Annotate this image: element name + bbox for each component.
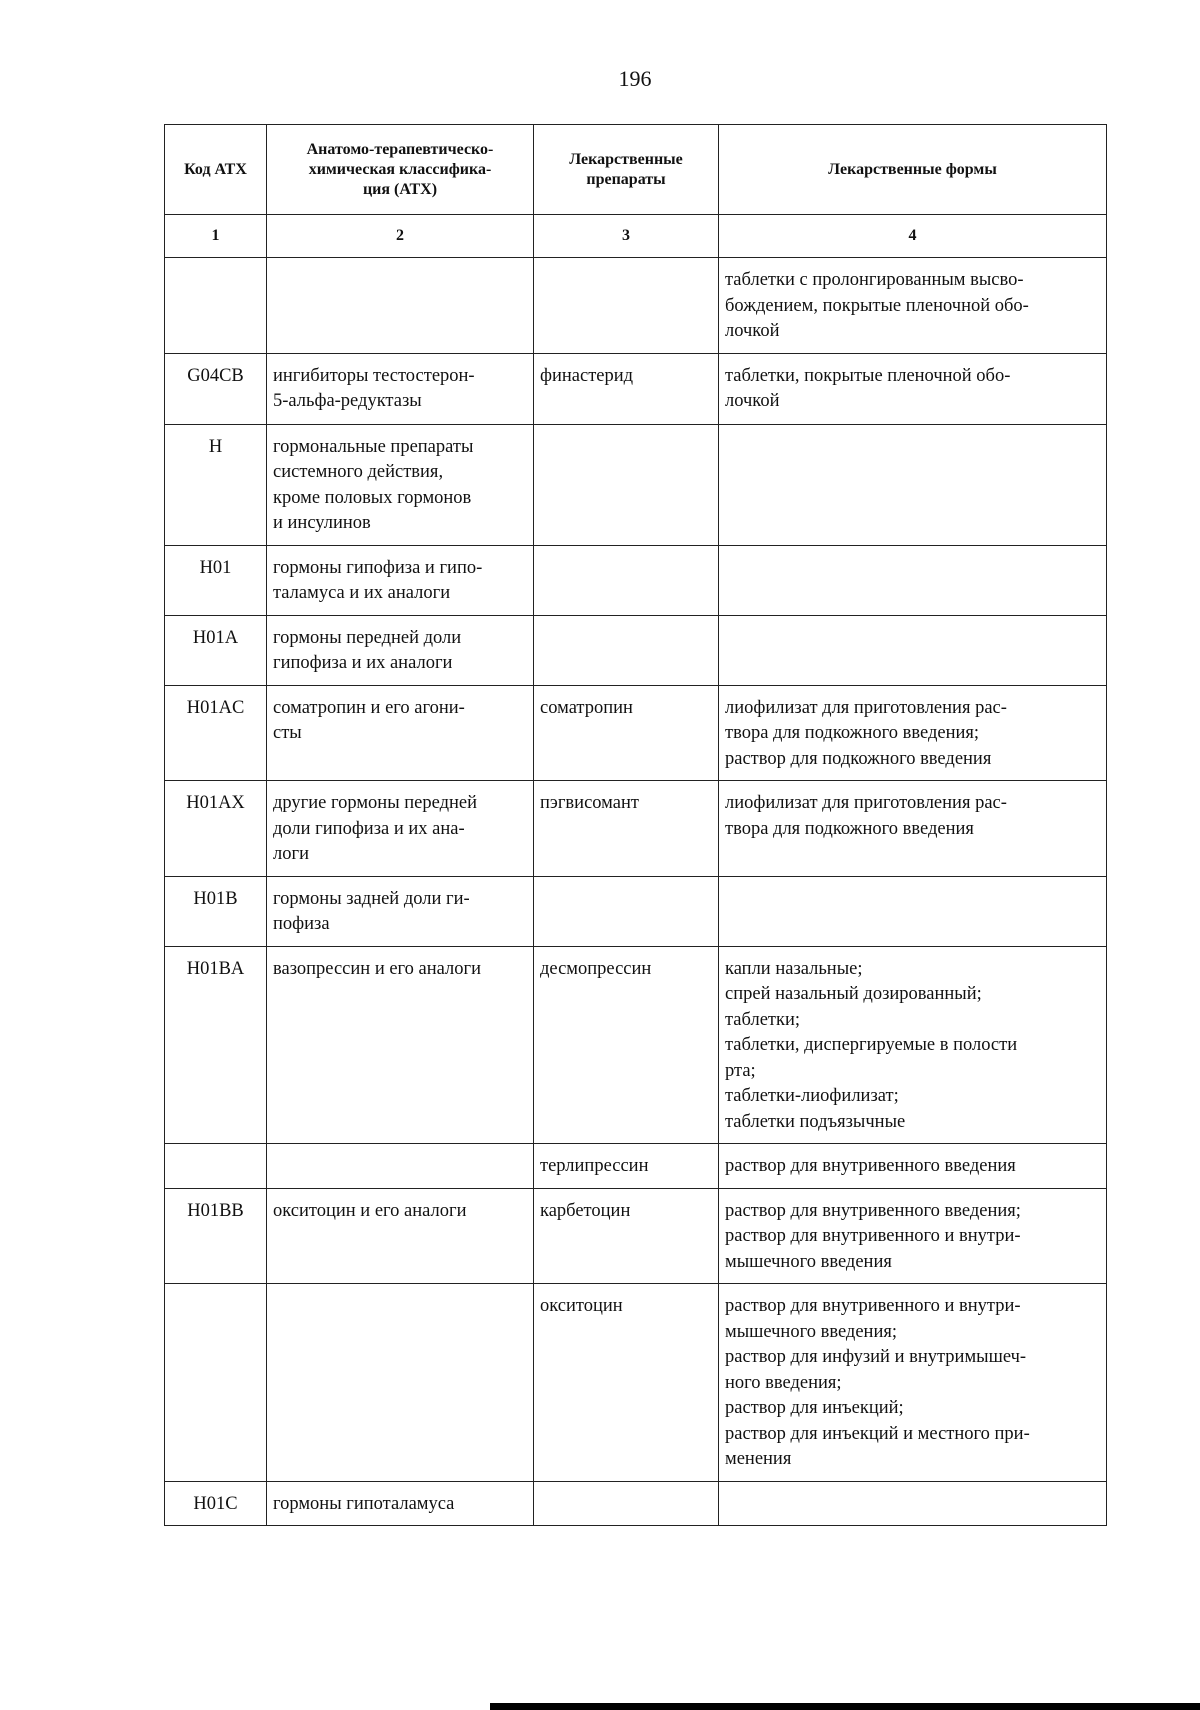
- table-row: [165, 353, 1107, 424]
- cell-line: таблетки;: [725, 1009, 801, 1030]
- table-row: [165, 615, 1107, 685]
- cell-line: соматропин: [540, 697, 633, 718]
- cell-line: таблетки, покрытые пленочной обо-: [725, 365, 1011, 386]
- dosage-forms-cell: [719, 1481, 1107, 1526]
- dosage-forms-cell: [719, 781, 1107, 877]
- cell-line: и инсулинов: [273, 513, 371, 533]
- dosage-forms-cell: [719, 258, 1107, 354]
- atx-code-cell: H01B: [165, 876, 267, 946]
- header-drugs: [534, 125, 719, 215]
- cell-line: лочкой: [725, 391, 780, 411]
- cell-line: системного действия,: [273, 462, 444, 482]
- classification-cell: [267, 1481, 534, 1526]
- column-number: 2: [267, 215, 534, 258]
- classification-cell: [267, 615, 534, 685]
- cell-line: ного введения;: [725, 1372, 842, 1393]
- cell-line: вазопрессин и его аналоги: [273, 958, 482, 979]
- header-line: Лекарственные формы: [828, 160, 997, 178]
- drug-cell: [534, 258, 719, 354]
- drug-cell: [534, 946, 719, 1144]
- table-row: [165, 685, 1107, 781]
- cell-line: раствор для подкожного введения: [725, 748, 992, 769]
- cell-line: раствор для внутривенного введения;: [725, 1200, 1021, 1221]
- cell-line: раствор для инфузий и внутримышеч-: [725, 1347, 1027, 1367]
- cell-line: гормоны гипофиза и гипо-: [273, 557, 483, 578]
- table-row: [165, 545, 1107, 615]
- column-number-row: [165, 215, 1107, 258]
- table-row: [165, 1284, 1107, 1482]
- atx-code-cell: G04CB: [165, 353, 267, 424]
- cell-line: лиофилизат для приготовления рас-: [725, 697, 1007, 718]
- drug-cell: [534, 353, 719, 424]
- atx-code-cell: H01: [165, 545, 267, 615]
- cell-line: спрей назальный дозированный;: [725, 984, 982, 1004]
- cell-line: пэгвисомант: [540, 793, 639, 813]
- classification-cell: [267, 1144, 534, 1189]
- cell-line: гормоны гипоталамуса: [273, 1493, 455, 1514]
- table-body: [165, 258, 1107, 1526]
- atx-code-cell: H01BB: [165, 1188, 267, 1284]
- classification-cell: [267, 781, 534, 877]
- dosage-forms-cell: [719, 545, 1107, 615]
- dosage-forms-cell: [719, 1144, 1107, 1189]
- header-line: ция (АТХ): [362, 180, 438, 198]
- cell-line: терлипрессин: [540, 1156, 649, 1176]
- cell-line: бождением, покрытые пленочной обо-: [725, 295, 1029, 316]
- dosage-forms-cell: [719, 1188, 1107, 1284]
- cell-line: окситоцин: [540, 1296, 623, 1316]
- drug-cell: [534, 1144, 719, 1189]
- cell-line: соматропин и его агони-: [273, 697, 465, 718]
- cell-line: ингибиторы тестостерон-: [273, 365, 475, 386]
- cell-line: твора для подкожного введения;: [725, 723, 980, 743]
- drug-cell: [534, 1188, 719, 1284]
- cell-line: таблетки, диспергируемые в полости: [725, 1035, 1018, 1055]
- cell-line: окситоцин и его аналоги: [273, 1200, 467, 1221]
- cell-line: твора для подкожного введения: [725, 818, 974, 839]
- cell-line: сты: [273, 723, 302, 743]
- drug-cell: [534, 685, 719, 781]
- table-row: [165, 1144, 1107, 1189]
- atx-code-cell: [165, 1284, 267, 1482]
- table-header-row: [165, 125, 1107, 215]
- cell-line: 5-альфа-редуктазы: [273, 391, 422, 411]
- cell-line: раствор для инъекций;: [725, 1398, 904, 1418]
- dosage-forms-cell: [719, 946, 1107, 1144]
- classification-cell: [267, 1188, 534, 1284]
- drug-cell: [534, 781, 719, 877]
- drug-cell: [534, 545, 719, 615]
- atx-code-cell: H01AX: [165, 781, 267, 877]
- table-row: [165, 876, 1107, 946]
- table-row: [165, 1188, 1107, 1284]
- atx-code-cell: H01C: [165, 1481, 267, 1526]
- drug-cell: [534, 615, 719, 685]
- cell-line: рта;: [725, 1060, 756, 1081]
- atx-code-cell: H01A: [165, 615, 267, 685]
- column-number: 4: [719, 215, 1107, 258]
- cell-line: кроме половых гормонов: [273, 487, 472, 508]
- header-dosage-forms: [719, 125, 1107, 215]
- dosage-forms-cell: [719, 353, 1107, 424]
- atx-code-cell: H01BA: [165, 946, 267, 1144]
- column-number: 1: [165, 215, 267, 258]
- classification-cell: [267, 876, 534, 946]
- dosage-forms-cell: [719, 615, 1107, 685]
- dosage-forms-cell: [719, 1284, 1107, 1482]
- classification-cell: [267, 424, 534, 545]
- cell-line: таблетки подъязычные: [725, 1111, 906, 1132]
- header-classification: [267, 125, 534, 215]
- cell-line: лочкой: [725, 321, 780, 341]
- table-row: [165, 946, 1107, 1144]
- dosage-forms-cell: [719, 424, 1107, 545]
- cell-line: гипофиза и их аналоги: [273, 653, 453, 673]
- cell-line: менения: [725, 1449, 792, 1469]
- header-atx-code: [165, 125, 267, 215]
- cell-line: логи: [273, 844, 309, 864]
- cell-line: доли гипофиза и их ана-: [273, 818, 465, 839]
- cell-line: пофиза: [273, 914, 330, 934]
- table-row: [165, 1481, 1107, 1526]
- page-number: 196: [618, 66, 652, 91]
- classification-cell: [267, 353, 534, 424]
- scan-edge-shadow: [490, 1703, 1200, 1710]
- atx-code-cell: [165, 258, 267, 354]
- atx-code-cell: [165, 1144, 267, 1189]
- table-row: [165, 781, 1107, 877]
- cell-line: другие гормоны передней: [273, 793, 478, 813]
- atx-code-cell: H01AC: [165, 685, 267, 781]
- cell-line: капли назальные;: [725, 958, 863, 979]
- header-line: Лекарственные: [569, 150, 683, 168]
- cell-line: гормональные препараты: [273, 436, 474, 457]
- cell-line: раствор для инъекций и местного при-: [725, 1423, 1030, 1444]
- classification-cell: [267, 1284, 534, 1482]
- classification-cell: [267, 685, 534, 781]
- table-row: [165, 258, 1107, 354]
- cell-line: раствор для внутривенного введения: [725, 1156, 1016, 1176]
- header-line: Анатомо-терапевтическо-: [306, 140, 494, 158]
- drug-cell: [534, 876, 719, 946]
- classification-cell: [267, 946, 534, 1144]
- cell-line: мышечного введения: [725, 1251, 892, 1272]
- header-line: химическая классифика-: [308, 160, 492, 178]
- cell-line: таблетки-лиофилизат;: [725, 1086, 899, 1106]
- cell-line: раствор для внутривенного и внутри-: [725, 1226, 1021, 1246]
- cell-line: гормоны передней доли: [273, 627, 462, 648]
- table-row: [165, 424, 1107, 545]
- atx-table: [164, 124, 1107, 1526]
- atx-code-cell: H: [165, 424, 267, 545]
- dosage-forms-cell: [719, 685, 1107, 781]
- drug-cell: [534, 1481, 719, 1526]
- drug-cell: [534, 1284, 719, 1482]
- cell-line: раствор для внутривенного и внутри-: [725, 1296, 1021, 1316]
- cell-line: таблетки с пролонгированным высво-: [725, 270, 1024, 290]
- cell-line: карбетоцин: [540, 1200, 631, 1221]
- drug-cell: [534, 424, 719, 545]
- cell-line: мышечного введения;: [725, 1321, 897, 1342]
- cell-line: финастерид: [540, 365, 634, 386]
- cell-line: лиофилизат для приготовления рас-: [725, 793, 1007, 813]
- cell-line: десмопрессин: [540, 958, 652, 979]
- classification-cell: [267, 258, 534, 354]
- dosage-forms-cell: [719, 876, 1107, 946]
- cell-line: гормоны задней доли ги-: [273, 888, 470, 909]
- cell-line: таламуса и их аналоги: [273, 583, 451, 603]
- header-line: Код АТХ: [184, 160, 247, 178]
- column-number: 3: [534, 215, 719, 258]
- classification-cell: [267, 545, 534, 615]
- header-line: препараты: [586, 170, 666, 188]
